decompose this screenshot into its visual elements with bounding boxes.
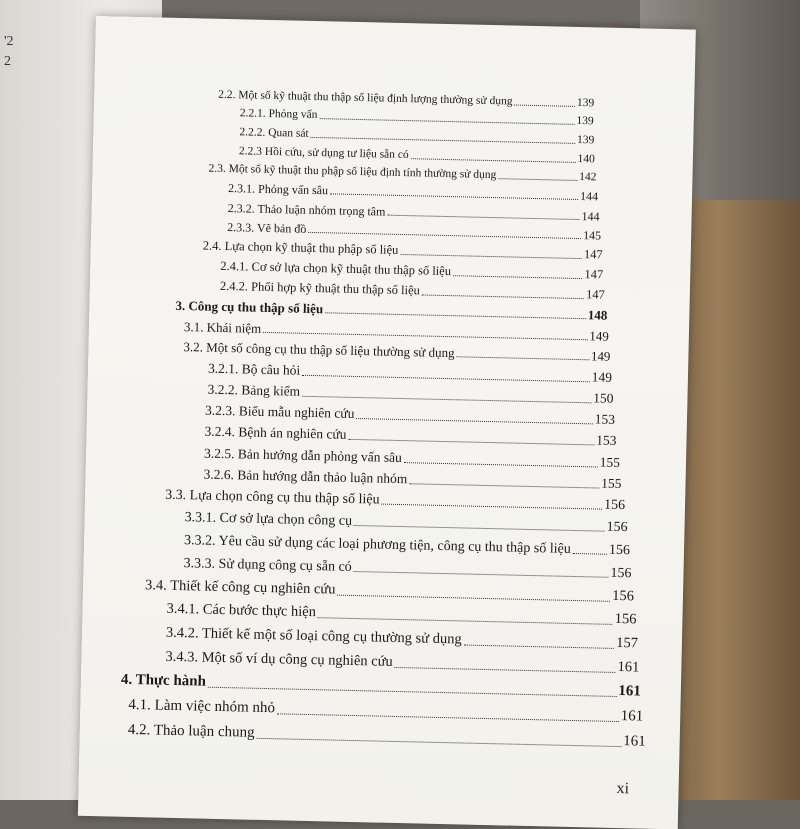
- toc-entry: [239, 145, 595, 166]
- toc-entry-page: 145: [582, 228, 602, 243]
- page-number: xi: [616, 780, 630, 798]
- toc-leader-dots: [400, 254, 582, 259]
- toc-entry-page: 156: [606, 519, 628, 536]
- toc-leader-dots: [354, 525, 605, 532]
- toc-entry-label: 3.3.1. Cơ sở lựa chọn công cụ: [184, 510, 353, 529]
- toc-entry: [128, 722, 646, 750]
- toc-entry: [184, 533, 630, 559]
- toc-entry-page: 139: [576, 133, 595, 147]
- prev-page-fragment: 2: [4, 54, 11, 69]
- toc-entry-label: 3.3. Lựa chọn công cụ thu thập số liệu: [164, 487, 380, 508]
- toc-entry-label: 3.2.1. Bộ câu hỏi: [207, 360, 301, 378]
- toc-leader-dots: [422, 294, 584, 299]
- toc-entry-page: 161: [623, 733, 646, 750]
- toc-entry-label: 3.1. Khái niệm: [183, 319, 262, 336]
- toc-entry-label: 2.2.2. Quan sát: [239, 126, 309, 140]
- toc-entry-page: 150: [593, 390, 614, 406]
- toc-leader-dots: [356, 418, 592, 424]
- toc-entry: [183, 340, 610, 364]
- toc-entry: [218, 89, 594, 110]
- toc-entry-page: 149: [589, 328, 610, 344]
- toc-entry-page: 147: [583, 247, 603, 262]
- toc-entry-page: 144: [579, 189, 599, 204]
- toc-leader-dots: [330, 194, 578, 201]
- toc-entry-label: 2.2. Một số kỹ thuật thu thập số liệu định lượng thường sử dụng: [218, 88, 513, 108]
- toc-leader-dots: [387, 215, 579, 220]
- toc-entry-label: 3.2.3. Biểu mẫu nghiên cứu: [204, 402, 355, 421]
- toc-leader-dots: [308, 232, 581, 239]
- toc-entry: [228, 182, 598, 204]
- prev-page-fragment: '2: [4, 34, 14, 49]
- toc-leader-dots: [256, 737, 621, 746]
- toc-section-heading: [121, 672, 641, 700]
- toc-entry-page: 156: [614, 610, 637, 628]
- toc-entry-page: 149: [590, 348, 611, 364]
- toc-entry-page: 139: [576, 96, 595, 110]
- toc-entry-page: 161: [617, 659, 640, 676]
- toc-entry-label: 3.4.3. Một số ví dụ công cụ nghiên cứu: [165, 648, 393, 670]
- toc-leader-dots: [263, 332, 587, 340]
- toc-entry-page: 156: [608, 542, 631, 559]
- toc-entry-page: 144: [581, 209, 600, 224]
- toc-entry-page: 149: [591, 369, 613, 385]
- toc-leader-dots: [302, 375, 589, 383]
- toc-leader-dots: [404, 462, 598, 467]
- toc-entry-page: 147: [585, 287, 605, 302]
- toc-entry-page: 140: [577, 152, 596, 166]
- toc-entry: [203, 468, 621, 492]
- toc-leader-dots: [337, 595, 610, 602]
- toc-leader-dots: [302, 396, 591, 404]
- toc-entry-page: 156: [610, 565, 632, 582]
- toc-entry-label: 2.3.2. Thảo luận nhóm trọng tâm: [227, 201, 386, 219]
- toc-entry-label: 3.2.2. Bảng kiểm: [207, 381, 301, 399]
- toc-entry-label: 2.2.3 Hồi cứu, sử dụng tư liệu sẵn có: [238, 145, 409, 162]
- toc-entry-label: 2.2.1. Phỏng vấn: [239, 107, 318, 122]
- toc-entry-label: 4.1. Làm việc nhóm nhỏ: [128, 696, 276, 717]
- toc-entry-page: 156: [612, 587, 635, 605]
- toc-entry-label: 2.3.1. Phỏng vấn sâu: [227, 181, 329, 198]
- toc-entry-label: 2.4.1. Cơ sở lựa chọn kỹ thuật thu thập số liệu: [220, 258, 452, 279]
- toc-entry-label: 3. Công cụ thu thập số liệu: [175, 297, 324, 317]
- toc-leader-dots: [464, 644, 614, 648]
- toc-entry-label: 4. Thực hành: [120, 671, 207, 690]
- toc-leader-dots: [573, 553, 607, 555]
- toc-entry: [220, 280, 605, 302]
- toc-entry: [165, 650, 639, 677]
- toc-section-heading: [175, 299, 607, 323]
- toc-entry: [166, 602, 636, 629]
- toc-entry: [184, 510, 627, 535]
- toc-entry-label: 3.2.4. Bệnh án nghiên cứu: [204, 423, 347, 442]
- toc-entry-label: 3.3.3. Sử dụng công cụ sẵn có: [183, 556, 352, 575]
- toc-entry-label: 4.2. Thảo luận chung: [127, 721, 255, 741]
- toc-leader-dots: [277, 713, 619, 722]
- toc-entry-label: 2.3.3. Vẽ bản đồ: [227, 220, 307, 236]
- toc-leader-dots: [208, 686, 616, 696]
- toc-leader-dots: [311, 137, 575, 144]
- toc-entry-page: 161: [620, 708, 644, 725]
- toc-entry: [165, 488, 625, 514]
- toc-leader-dots: [395, 667, 616, 673]
- toc-entry-page: 142: [579, 171, 597, 184]
- toc-entry-page: 147: [584, 267, 604, 282]
- toc-entry: [166, 626, 638, 653]
- toc-leader-dots: [409, 483, 599, 488]
- toc-entry-label: 3.4.1. Các bước thực hiện: [166, 600, 317, 621]
- toc-leader-dots: [348, 439, 594, 446]
- toc-leader-dots: [318, 617, 613, 625]
- toc-entry-label: 3.4. Thiết kế công cụ nghiên cứu: [144, 577, 336, 598]
- toc-leader-dots: [381, 504, 602, 510]
- toc-entry: [183, 556, 631, 582]
- toc-entry-label: 2.3. Một số kỹ thuật thu phập số liệu định tính thường sử dụng: [208, 162, 497, 182]
- toc-entry: [220, 260, 603, 282]
- toc-leader-dots: [457, 357, 589, 361]
- toc-page: [78, 16, 696, 829]
- toc-entry: [204, 425, 616, 449]
- toc-entry-label: 3.3.2. Yêu cầu sử dụng các loại phương tiện, công cụ thu thập số liệu: [183, 533, 571, 557]
- toc-leader-dots: [453, 275, 582, 279]
- toc-entry-label: 2.4.2. Phối hợp kỹ thuật thu thập số liệu: [219, 278, 421, 298]
- toc-entry-page: 139: [576, 114, 594, 128]
- toc-leader-dots: [411, 158, 576, 163]
- toc-entry: [128, 697, 643, 725]
- toc-leader-dots: [514, 104, 574, 106]
- toc-leader-dots: [319, 118, 574, 125]
- toc-entry-page: 155: [601, 475, 622, 492]
- toc-entry-label: 3.4.2. Thiết kế một số loại công cụ thường sử dụng: [165, 624, 462, 648]
- toc-leader-dots: [325, 313, 586, 320]
- toc-entry-page: 161: [618, 683, 641, 700]
- toc-leader-dots: [354, 571, 609, 578]
- toc-entry-page: 156: [603, 497, 626, 514]
- toc-entry-page: 148: [587, 307, 608, 323]
- toc-entry-page: 155: [599, 454, 621, 471]
- toc-entry: [239, 126, 594, 147]
- toc-entry: [240, 107, 594, 128]
- toc-entry: [208, 163, 596, 184]
- toc-entry-page: 153: [594, 411, 616, 427]
- toc-entry-label: 2.4. Lựa chọn kỹ thuật thu phập số liệu: [202, 238, 399, 257]
- toc-entry-page: 153: [596, 432, 617, 448]
- toc-entry-page: 157: [615, 634, 639, 652]
- toc-entry-label: 3.2.6. Bản hướng dẫn thảo luận nhóm: [203, 466, 408, 487]
- toc-leader-dots: [498, 178, 577, 181]
- toc-entry-label: 3.2.5. Bản hướng dẫn phỏng vấn sâu: [203, 445, 403, 466]
- toc-entry-label: 3.2. Một số công cụ thu thập số liệu thường sử dụng: [183, 339, 455, 361]
